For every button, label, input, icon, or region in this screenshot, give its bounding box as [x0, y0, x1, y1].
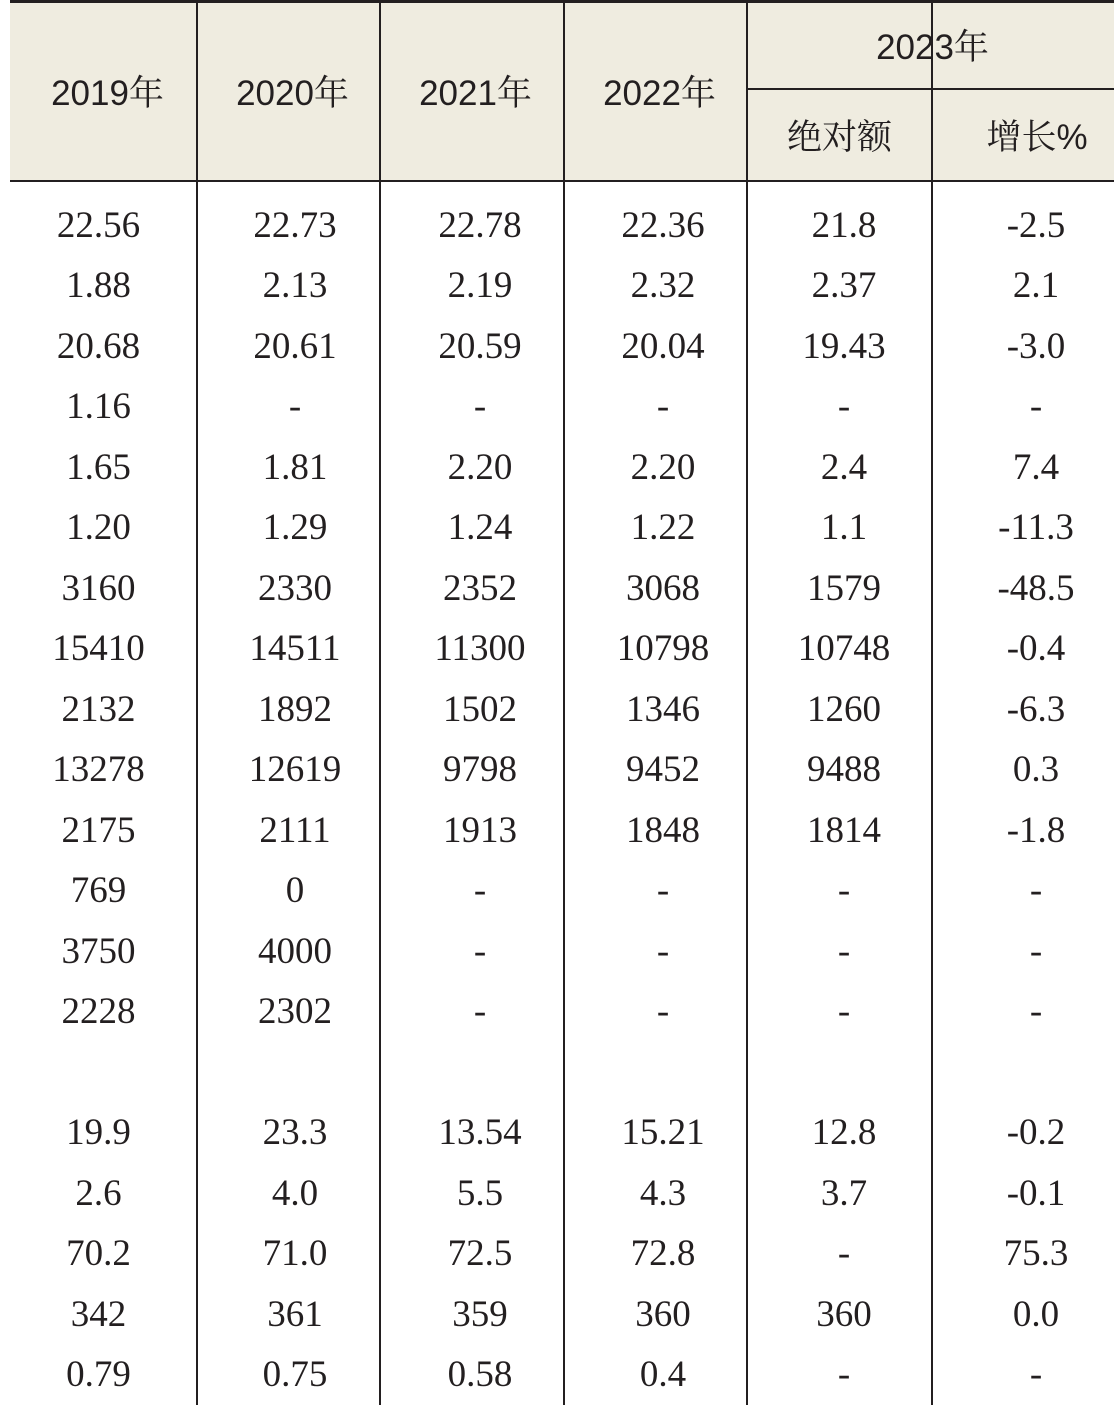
value-2019: 2175: [61, 809, 136, 851]
value-2023-absolute: 2.4: [820, 446, 868, 488]
value-2023-growth-pct: 0.0: [1012, 1293, 1060, 1335]
value-2019: 70.2: [66, 1233, 131, 1275]
value-2023-growth-pct: -0.1: [1006, 1172, 1066, 1214]
value-2020: 2330: [258, 567, 332, 609]
value-2021: 2.19: [447, 265, 513, 307]
value-2023-growth-pct: -: [1029, 386, 1043, 428]
column-group-header-2023: 2023年: [876, 28, 989, 67]
table-row: [0, 256, 1114, 317]
value-2021: 9798: [443, 749, 517, 791]
value-2019: 1.20: [66, 507, 131, 549]
value-2021: 20.59: [438, 325, 522, 367]
value-2021: 2.20: [447, 446, 513, 488]
value-2021: [380, 1042, 564, 1103]
value-2020: 20.61: [253, 325, 337, 367]
value-2023-growth-pct: -: [1029, 930, 1043, 972]
value-2023-growth-pct: -1.8: [1006, 809, 1066, 851]
table-row: [0, 498, 1114, 559]
table-row: [0, 558, 1114, 619]
value-2020: [197, 1042, 380, 1103]
table-row: [0, 740, 1114, 801]
value-2021: 13.54: [438, 1112, 522, 1154]
value-2020: 4000: [258, 930, 332, 972]
value-2020: 4.0: [271, 1172, 319, 1214]
table-row: [0, 861, 1114, 922]
value-2022: 20.04: [621, 325, 705, 367]
value-2023-absolute: 1260: [807, 688, 881, 730]
table-row: [0, 377, 1114, 438]
value-2022: 15.21: [621, 1112, 705, 1154]
value-2020: 23.3: [262, 1112, 328, 1154]
value-2019: 769: [70, 870, 127, 912]
value-2020: 1.29: [262, 507, 328, 549]
value-2019: [0, 1042, 197, 1103]
column-header-2022: 2022年: [603, 74, 716, 113]
value-2021: 11300: [434, 628, 526, 670]
value-2019: 3750: [61, 930, 136, 972]
value-2023-growth-pct: -0.4: [1006, 628, 1066, 670]
value-2021: -: [473, 386, 487, 428]
column-header-2021: 2021年: [419, 74, 532, 113]
value-2020: 14511: [249, 628, 341, 670]
value-2021: 1502: [443, 688, 517, 730]
value-2023-absolute: -: [837, 991, 851, 1033]
value-2022: -: [656, 930, 670, 972]
value-2021: 1913: [443, 809, 517, 851]
table-row: [0, 1103, 1114, 1164]
value-2023-growth-pct: -0.2: [1006, 1112, 1066, 1154]
table-spacer-row: [0, 1042, 1114, 1103]
value-2019: 2.6: [75, 1172, 122, 1214]
value-2023-absolute: 10748: [797, 628, 891, 670]
value-2020: 2.13: [262, 265, 328, 307]
value-2021: -: [473, 991, 487, 1033]
value-2023-growth-pct: -3.0: [1006, 325, 1066, 367]
value-2019: 2132: [61, 688, 136, 730]
table-row: [0, 800, 1114, 861]
value-2022: 22.36: [621, 204, 705, 246]
value-2023-growth-pct: 2.1: [1012, 265, 1060, 307]
value-2022: 1848: [626, 809, 700, 851]
value-2021: -: [473, 870, 487, 912]
value-2023-absolute: 21.8: [811, 204, 877, 246]
value-2019: 1.88: [66, 265, 131, 307]
value-2021: 0.58: [447, 1354, 513, 1396]
table-body: [0, 195, 1114, 1405]
column-header-absolute: 绝对额: [786, 118, 892, 157]
column-header-2020: 2020年: [236, 74, 349, 113]
value-2023-absolute: 9488: [807, 749, 881, 791]
value-2019: 2228: [61, 991, 136, 1033]
table-row: [0, 921, 1114, 982]
value-2023-growth-pct: -11.3: [998, 507, 1074, 549]
value-2019: 19.9: [66, 1112, 131, 1154]
value-2021: 5.5: [456, 1172, 504, 1214]
value-2021: -: [473, 930, 487, 972]
value-2020: 1.81: [262, 446, 328, 488]
value-2019: 13278: [52, 749, 145, 791]
value-2022: 2.32: [630, 265, 696, 307]
value-2020: 1892: [258, 688, 332, 730]
value-2020: 361: [267, 1293, 323, 1335]
column-header-growth-pct: 增长%: [986, 118, 1088, 157]
value-2022: -: [656, 386, 670, 428]
table-row: [0, 316, 1114, 377]
value-2022: 1346: [626, 688, 700, 730]
value-2023-growth-pct: 0.3: [1012, 749, 1060, 791]
value-2019: 342: [70, 1293, 127, 1335]
value-2019: 1.16: [66, 386, 131, 428]
table-row: [0, 1224, 1114, 1285]
table-row: [0, 1284, 1114, 1345]
column-header-2019: 2019年: [51, 74, 164, 113]
value-2021: 1.24: [447, 507, 513, 549]
value-2022: -: [656, 991, 670, 1033]
value-2022: 3068: [626, 567, 700, 609]
value-2023-absolute: -: [837, 386, 851, 428]
value-2020: 0.75: [262, 1354, 328, 1396]
value-2022: 360: [635, 1293, 691, 1335]
value-2023-growth-pct: 75.3: [1003, 1233, 1069, 1275]
table-row: [0, 982, 1114, 1043]
value-2020: 71.0: [262, 1233, 328, 1275]
value-2020: -: [288, 386, 302, 428]
value-2020: 2302: [258, 991, 332, 1033]
value-2022: 4.3: [639, 1172, 687, 1214]
table-row: [0, 437, 1114, 498]
table-row: [0, 619, 1114, 680]
value-2023-growth-pct: -2.5: [1006, 204, 1066, 246]
value-2023-absolute: 12.8: [811, 1112, 877, 1154]
value-2019: 0.79: [66, 1354, 131, 1396]
value-2023-absolute: -: [837, 1233, 851, 1275]
value-2019: 22.56: [56, 204, 141, 246]
value-2019: 3160: [61, 567, 136, 609]
value-2023-absolute: 19.43: [802, 325, 886, 367]
value-2023-absolute: 360: [816, 1293, 872, 1335]
value-2022: 10798: [616, 628, 710, 670]
value-2021: 22.78: [438, 204, 522, 246]
value-2023-growth-pct: 7.4: [1012, 446, 1060, 488]
value-2020: 22.73: [253, 204, 337, 246]
value-2023-growth-pct: -6.3: [1006, 688, 1066, 730]
value-2019: 15410: [52, 628, 145, 670]
value-2021: 2352: [443, 567, 517, 609]
value-2021: 359: [452, 1293, 508, 1335]
table-header-rule: [10, 180, 1114, 182]
value-2022: 9452: [626, 749, 700, 791]
value-2023-absolute: 3.7: [820, 1172, 868, 1214]
value-2022: 0.4: [639, 1354, 687, 1396]
value-2022: 72.8: [630, 1233, 696, 1275]
value-2022: 1.22: [630, 507, 696, 549]
value-2022: -: [656, 870, 670, 912]
value-2023-absolute: -: [837, 870, 851, 912]
value-2023-absolute: -: [837, 1354, 851, 1396]
value-2019: 20.68: [56, 325, 141, 367]
value-2023-absolute: 1579: [807, 567, 881, 609]
table-row: [0, 679, 1114, 740]
value-2022: [564, 1042, 747, 1103]
value-2023-growth-pct: -: [1029, 870, 1043, 912]
value-2023-absolute: 1.1: [820, 507, 868, 549]
value-2023-growth-pct: -: [1029, 991, 1043, 1033]
value-2021: 72.5: [447, 1233, 513, 1275]
value-2020: 2111: [259, 809, 331, 851]
table-row: [0, 1345, 1114, 1405]
value-2019: 1.65: [66, 446, 131, 488]
value-2023-absolute: 1814: [807, 809, 881, 851]
value-2023-absolute: -: [837, 930, 851, 972]
table-row: [0, 195, 1114, 256]
value-2023-absolute: [747, 1042, 932, 1103]
value-2023-growth-pct: -48.5: [997, 567, 1075, 609]
table-row: [0, 1163, 1114, 1224]
value-2020: 0: [285, 870, 305, 912]
value-2023-growth-pct: [932, 1042, 1114, 1103]
value-2020: 12619: [248, 749, 342, 791]
value-2023-growth-pct: -: [1029, 1354, 1043, 1396]
value-2022: 2.20: [630, 446, 696, 488]
value-2023-absolute: 2.37: [811, 265, 877, 307]
